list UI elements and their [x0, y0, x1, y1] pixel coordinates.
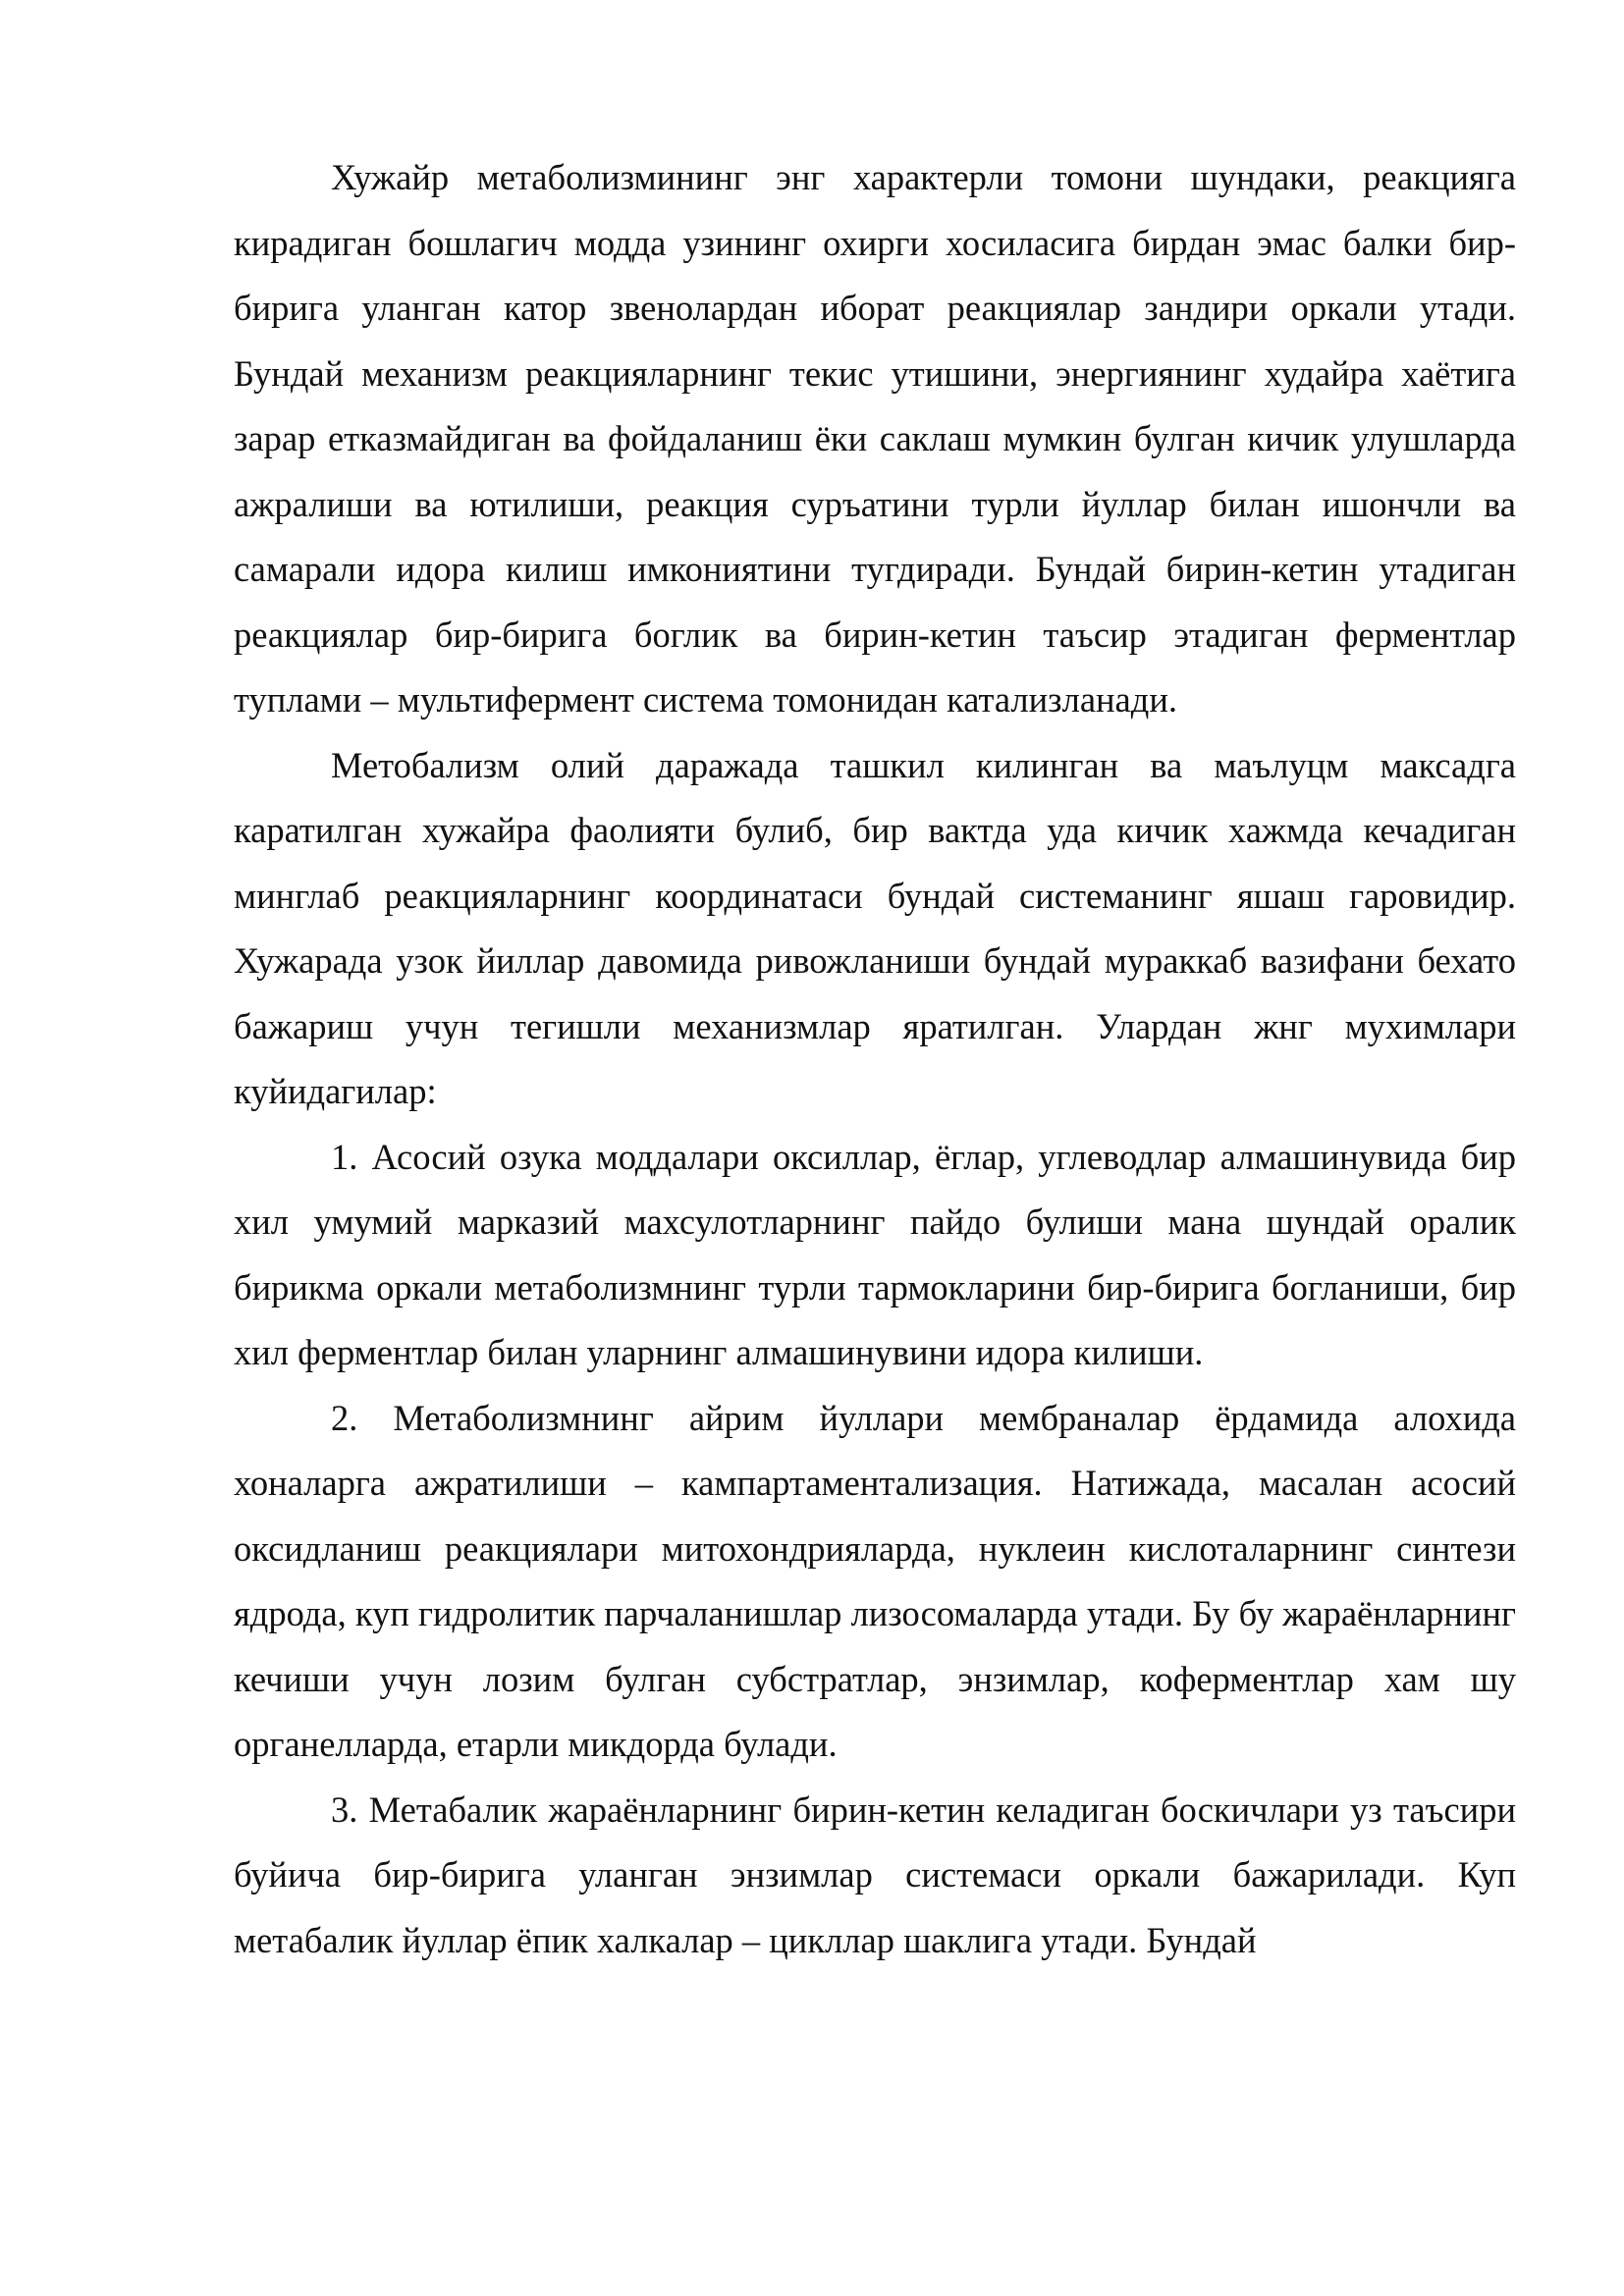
paragraph-item-1: 1. Асосий озука моддалари оксиллар, ёглар, углеводлар алмашинувида бир хил умумий марказий махсулотларнинг пайдо булиши мана шундай оралик бирикма оркали метаболизмнинг турли тармокларини бир-бирига богланиши, бир хил ферментлар билан уларнинг алмашинувини идора килиши.: [234, 1136, 1516, 1372]
paragraph-cell-metabolism-intro: Хужайр метаболизмининг энг характерли томони шундаки, реакцияга кирадиган бошлагич модда узининг охирги хосиласига бирдан эмас балки бир-бирига уланган катор звенолардан иборат реакциялар зандири оркали утади. Бундай механизм реакцияларнинг текис утишини, энергиянинг худайра хаётига зарар етказмайдиган ва фойдаланиш ёки саклаш мумкин булган кичик улушларда ажралиши ва ютилиши, реакция суръатини турли йуллар билан ишончли ва самарали идора килиш имкониятини тугдиради. Бундай бирин-кетин утадиган реакциялар бир-бирига боглик ва бирин-кетин таъсир этадиган ферментлар туплами – мультифермент система томонидан катализланади.: [234, 157, 1516, 720]
document-body: [234, 145, 1516, 1973]
paragraph-item-3: 3. Метабалик жараёнларнинг бирин-кетин келадиган боскичлари уз таъсири буйича бир-бирига уланган энзимлар системаси оркали бажарилади. Куп метабалик йуллар ёпик халкалар – цикллар шаклига утади. Бундай: [234, 1789, 1516, 1960]
paragraph-item-2: 2. Метаболизмнинг айрим йуллари мембраналар ёрдамида алохида хоналарга ажратилиши – кампартаментализация. Натижада, масалан асосий оксидланиш реакциялари митохондрияларда, нуклеин кислоталарнинг синтези ядрода, куп гидролитик парчаланишлар лизосомаларда утади. Бу бу жараёнларнинг кечиши учун лозим булган субстратлар, энзимлар, коферментлар хам шу органелларда, етарли микдорда булади.: [234, 1397, 1516, 1764]
paragraph-metabolism-organization: Метобализм олий даражада ташкил килинган ва маълуцм максадга каратилган хужайра фаолияти булиб, бир вактда уда кичик хажмда кечадиган минглаб реакцияларнинг координатаси бундай системанинг яшаш гаровидир. Хужарада узок йиллар давомида ривожланиши бундай мураккаб вазифани бехато бажариш учун тегишли механизмлар яратилган. Улардан жнг мухимлари куйидагилар:: [234, 744, 1516, 1111]
